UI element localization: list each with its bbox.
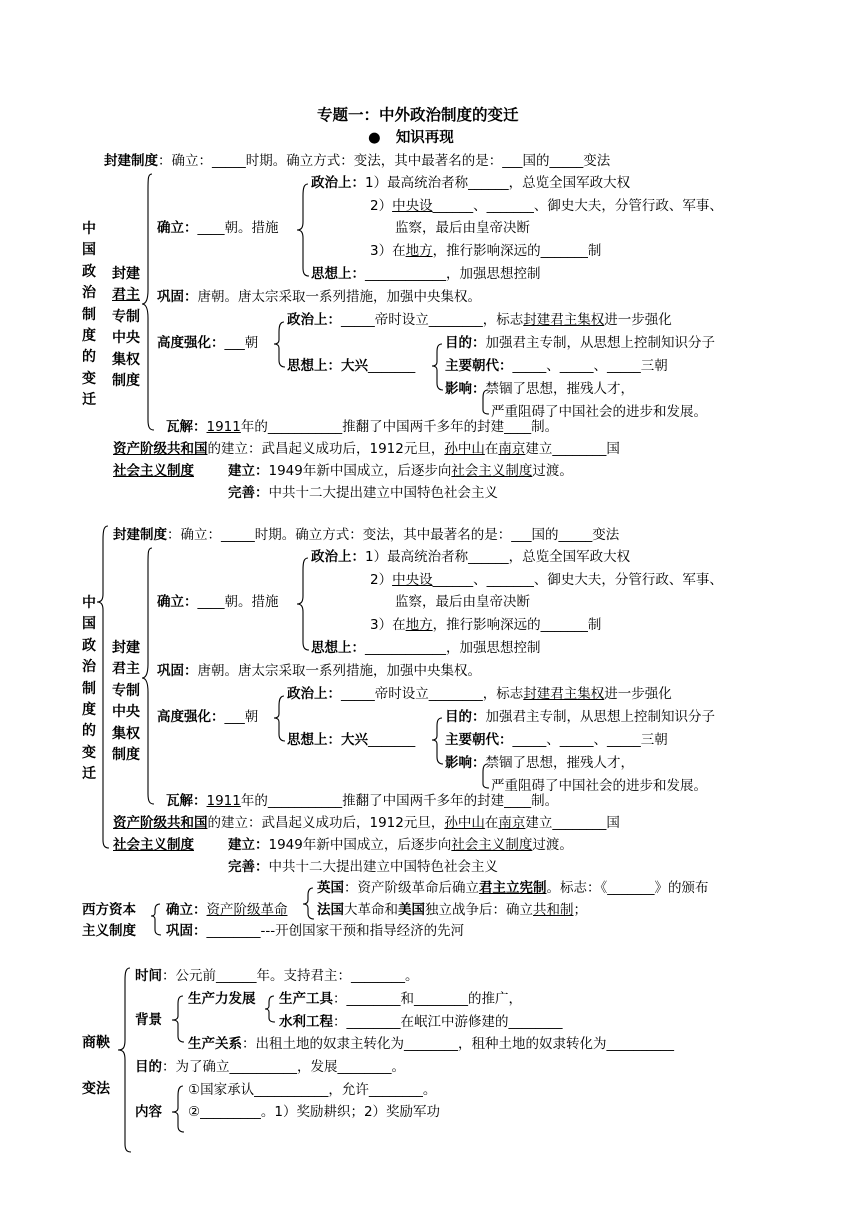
- britain-label: 英国: [317, 880, 344, 896]
- socialism-keyword: 社会主义制度: [451, 837, 533, 853]
- time-text: ：公元前______年。支持君主：________。: [162, 968, 419, 984]
- relations-line: [188, 1038, 674, 1052]
- politics-text-end: 进一步强化: [604, 312, 672, 328]
- collapse-text: 年的___________推翻了中国两千多年的封建____制。: [240, 793, 559, 809]
- vert-char: 度: [82, 701, 96, 718]
- outline-brackets: [0, 370, 860, 874]
- collapse-year: 1911: [206, 793, 241, 809]
- vert-char: 变: [82, 370, 96, 387]
- background-label: 背景: [135, 1012, 162, 1028]
- socialism-text: 1949年新中国成立，后逐步向: [268, 837, 452, 853]
- western-label: 西方资本: [82, 902, 136, 918]
- socialism-improve-label: 完善：: [228, 859, 269, 875]
- vert-char: 国: [82, 616, 96, 633]
- britain-keyword: 君主立宪制: [479, 880, 547, 896]
- content-label: 内容: [135, 1104, 162, 1120]
- socialism-keyword: 社会主义制度: [451, 463, 533, 479]
- tools-label: 生产工具: [279, 991, 333, 1007]
- establish-text: ____朝。措施: [197, 220, 279, 236]
- socialism-label: 社会主义制度: [113, 463, 194, 479]
- strengthen-text: ___朝: [224, 335, 259, 351]
- western-establish-label: 确立：: [166, 902, 207, 918]
- vert-char: 集权: [112, 351, 140, 368]
- politics-text: 1）最高统治者称______，总览全国军政大权: [365, 175, 631, 191]
- politics-keyword: 封建君主集权: [523, 686, 605, 702]
- dynasties-label: 主要朝代：: [445, 358, 513, 374]
- politics-label: 政治上：: [311, 549, 365, 565]
- socialism-improve-text: 中共十二大提出建立中国特色社会主义: [268, 485, 498, 501]
- politics-item-2-cont: 监察，最后由皇帝决断: [395, 594, 530, 610]
- vert-char: 的: [82, 349, 96, 366]
- republic-place: 南京: [498, 441, 526, 457]
- socialism-text: 过渡。: [532, 463, 573, 479]
- vert-char: 制: [82, 306, 96, 323]
- thought-text: ____________，加强思想控制: [365, 640, 541, 656]
- consolidate-label: 巩固：: [157, 289, 198, 305]
- dynasties-text: _____、_____、_____三朝: [512, 732, 668, 748]
- establish-label: 确立：: [157, 220, 198, 236]
- irrigation-label: 水利工程: [279, 1014, 333, 1030]
- section-heading-text: 知识再现: [395, 130, 454, 146]
- irrigation-line: [279, 1016, 563, 1030]
- establish-label: 确立：: [157, 594, 198, 610]
- consolidate-text: 唐朝。唐太宗采取一系列措施，加强中央集权。: [197, 289, 481, 305]
- dynasties-text: _____、_____、_____三朝: [512, 358, 668, 374]
- vert-char: 封建: [112, 640, 140, 656]
- vert-char: 迁: [82, 766, 96, 783]
- vert-char: 治: [82, 659, 96, 676]
- purpose-label: 目的：: [445, 335, 486, 351]
- republic-text: 的建立：武昌起义成功后，1912元旦，: [207, 815, 445, 831]
- politics-text: _____帝时设立________，标志: [341, 686, 524, 702]
- thought-text: ____________，加强思想控制: [365, 266, 541, 282]
- vert-char: 专制: [112, 308, 140, 325]
- france-us-line: [317, 904, 587, 918]
- republic-text: 建立________国: [525, 815, 620, 831]
- thought-label: 思想上：: [311, 266, 365, 282]
- politics-text: 1）最高统治者称______，总览全国军政大权: [365, 549, 631, 565]
- item-number: 2）: [370, 198, 393, 214]
- socialism-text: 过渡。: [532, 837, 573, 853]
- vert-char: 君主: [112, 287, 140, 304]
- establish-text: ____朝。措施: [197, 594, 279, 610]
- item-keyword: 地方: [405, 617, 433, 633]
- item-keyword: 中央设: [392, 572, 433, 588]
- page-title: 专题一：中外政治制度的变迁: [317, 106, 519, 124]
- republic-text: 建立________国: [525, 441, 620, 457]
- socialism-label: 社会主义制度: [113, 837, 194, 853]
- politics-keyword: 封建君主集权: [523, 312, 605, 328]
- outline-block-2: [0, 370, 860, 875]
- republic-text: 在: [484, 441, 499, 457]
- influence-label: 影响：: [445, 381, 486, 397]
- politics-text: _____帝时设立________，标志: [341, 312, 524, 328]
- productive-force-label: 生产力发展: [188, 991, 256, 1007]
- politics-label: 政治上：: [311, 175, 365, 191]
- item-number: 2）: [370, 572, 393, 588]
- vert-char: 国: [82, 242, 96, 259]
- item-text: ______、_______、御史大夫，分管行政、军事、: [432, 198, 723, 214]
- vert-char: 制: [82, 680, 96, 697]
- strengthen-label: 高度强化：: [157, 709, 225, 725]
- item-number: 3）在: [370, 617, 406, 633]
- influence-text: 禁锢了思想，摧残人才，: [485, 755, 634, 771]
- influence-text: 禁锢了思想，摧残人才，: [485, 381, 634, 397]
- dynasties-label: 主要朝代：: [445, 732, 513, 748]
- tools-line: [279, 993, 522, 1007]
- western-label-2: 主义制度: [82, 923, 136, 939]
- collapse-label: 瓦解：: [166, 419, 207, 435]
- vert-char: 迁: [82, 392, 96, 409]
- western-establish-text: 资产阶级革命: [206, 902, 288, 918]
- item-text: ______、_______、御史大夫，分管行政、军事、: [432, 572, 723, 588]
- politics-label: 政治上：: [287, 312, 341, 328]
- republic-place: 南京: [498, 815, 526, 831]
- vert-char: 政: [82, 263, 96, 280]
- irrigation-text: ：________在岷江中游修建的________: [333, 1014, 563, 1030]
- thought-label: 思想上：大兴: [287, 732, 368, 748]
- feudal-system-text: ：确立：_____时期。确立方式：变法，其中最著名的是：___国的_____变法: [167, 527, 620, 543]
- vert-char: 的: [82, 723, 96, 740]
- france-us-text: 独立战争后：确立: [425, 902, 533, 918]
- thought-label: 思想上：: [311, 640, 365, 656]
- relations-text: ：出租土地的奴隶主转化为________，租种土地的奴隶转化为__________: [242, 1036, 674, 1052]
- britain-line: [317, 882, 709, 896]
- feudal-system-text: ：确立：_____时期。确立方式：变法，其中最著名的是：___国的_____变法: [158, 153, 611, 169]
- socialism-text: 1949年新中国成立，后逐步向: [268, 463, 452, 479]
- vert-char: 变: [82, 744, 96, 761]
- strengthen-label: 高度强化：: [157, 335, 225, 351]
- socialism-establish-label: 建立：: [228, 837, 269, 853]
- bullet-icon: ●: [368, 130, 381, 146]
- britain-text: ：资产阶级革命后确立: [344, 880, 479, 896]
- shangyang-label: 商鞅: [82, 1035, 110, 1051]
- republic-text: 的建立：武昌起义成功后，1912元旦，: [207, 441, 445, 457]
- feudal-system-label: 封建制度: [113, 527, 167, 543]
- item-keyword: 地方: [405, 243, 433, 259]
- western-establish: [166, 904, 288, 918]
- strengthen-text: ___朝: [224, 709, 259, 725]
- politics-label: 政治上：: [287, 686, 341, 702]
- purpose-text: 加强君主专制，从思想上控制知识分子: [485, 335, 715, 351]
- vert-char: 度: [82, 327, 96, 344]
- shangyang-label-2: 变法: [82, 1081, 110, 1097]
- vert-char: 治: [82, 285, 96, 302]
- consolidate-text: 唐朝。唐太宗采取一系列措施，加强中央集权。: [197, 663, 481, 679]
- republic-person: 孙中山: [444, 815, 485, 831]
- punctuation: ；: [573, 902, 587, 918]
- time-line: [135, 970, 419, 984]
- vert-char: 中央: [112, 330, 140, 347]
- socialism-improve-text: 中共十二大提出建立中国特色社会主义: [268, 859, 498, 875]
- feudal-system-label: 封建制度: [104, 153, 158, 169]
- vert-char: 政: [82, 637, 96, 654]
- content-item-1: ①国家承认___________，允许________。: [188, 1082, 437, 1098]
- influence-label: 影响：: [445, 755, 486, 771]
- western-consolidate: [166, 925, 464, 939]
- us-label: 美国: [398, 902, 425, 918]
- time-label: 时间: [135, 968, 162, 984]
- collapse-text: 年的___________推翻了中国两千多年的封建____制。: [240, 419, 559, 435]
- politics-item-2-cont: 监察，最后由皇帝决断: [395, 220, 530, 236]
- socialism-establish-label: 建立：: [228, 463, 269, 479]
- thought-label: 思想上：大兴: [287, 358, 368, 374]
- vert-char: 封建: [112, 266, 140, 282]
- relations-label: 生产关系: [188, 1036, 242, 1052]
- politics-text-end: 进一步强化: [604, 686, 672, 702]
- purpose-line: [135, 1061, 405, 1075]
- content-item-2: ②_________。1）奖励耕织；2）奖励军功: [188, 1104, 441, 1120]
- republic-keyword: 共和制: [533, 902, 574, 918]
- consolidate-label: 巩固：: [157, 663, 198, 679]
- france-text: 大革命和: [344, 902, 398, 918]
- collapse-year: 1911: [206, 419, 241, 435]
- purpose-label: 目的: [135, 1059, 162, 1075]
- western-consolidate-label: 巩固：: [166, 923, 207, 939]
- vert-char: 中央: [112, 704, 140, 721]
- britain-text-end: 。标志：《_______》的颁布: [546, 880, 709, 896]
- france-label: 法国: [317, 902, 344, 918]
- purpose-text: ：为了确立__________，发展________。: [162, 1059, 405, 1075]
- vert-char: 制度: [112, 746, 140, 763]
- influence-text-2: 严重阻碍了中国社会的进步和发展。: [491, 404, 707, 420]
- vert-char: 中: [82, 595, 96, 611]
- vert-char: 制度: [112, 372, 140, 389]
- western-consolidate-text: ________---开创国家干预和指导经济的先河: [206, 923, 465, 939]
- item-text: ，推行影响深远的_______制: [432, 617, 602, 633]
- collapse-label: 瓦解：: [166, 793, 207, 809]
- republic-text: 在: [484, 815, 499, 831]
- purpose-label: 目的：: [445, 709, 486, 725]
- republic-label: 资产阶级共和国: [113, 441, 208, 457]
- republic-label: 资产阶级共和国: [113, 815, 208, 831]
- socialism-improve-label: 完善：: [228, 485, 269, 501]
- thought-text: _______: [368, 732, 416, 748]
- item-text: ，推行影响深远的_______制: [432, 243, 602, 259]
- purpose-text: 加强君主专制，从思想上控制知识分子: [485, 709, 715, 725]
- thought-text: _______: [368, 358, 416, 374]
- vert-char: 集权: [112, 725, 140, 742]
- influence-text-2: 严重阻碍了中国社会的进步和发展。: [491, 778, 707, 794]
- item-keyword: 中央设: [392, 198, 433, 214]
- vert-char: 中: [82, 221, 96, 237]
- item-number: 3）在: [370, 243, 406, 259]
- republic-person: 孙中山: [444, 441, 485, 457]
- tools-text: ：________和________的推广，: [333, 991, 522, 1007]
- vert-char: 君主: [112, 661, 140, 678]
- vert-char: 专制: [112, 682, 140, 699]
